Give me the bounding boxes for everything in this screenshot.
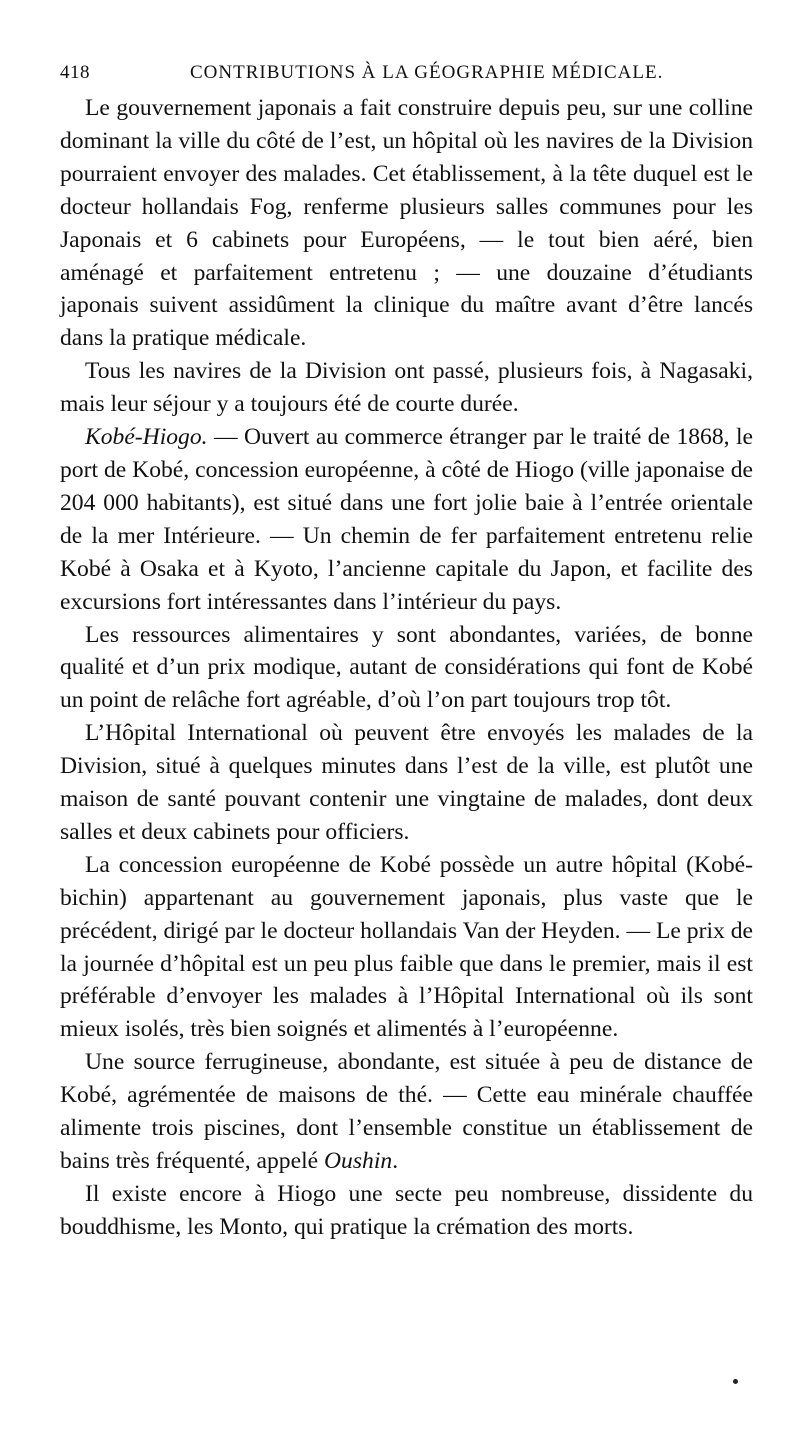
paragraph-text: La concession européenne de Kobé possède un autre hôpital (Kobé-bichin) appartenant au gouvernement japonais, plus vaste que le précédent, dirigé par le docteur hollandais Van der Heyden. — Le prix de la journée d’hôpital est un peu plus faible que dans le premier, mais il est préférable d’envoyer les malades à l’Hôpital International où ils sont mieux isolés, très bien soignés et alimentés à l’européenne. [60,851,753,1043]
paragraph-text: — Ouvert au commerce étranger par le traité de 1868, le port de Kobé, concession européenne, à côté de Hiogo (ville japonaise de 204 000 habitants), est situé dans une fort jolie baie à l’entrée orientale de la mer Intérieure. — Un chemin de fer parfaitement entretenu relie Kobé à Osaka et à Kyoto, l’ancienne capitale du Japon, et facilite des excursions fort intéressantes dans l’intérieur du pays. [60,424,753,615]
paragraph-text: L’Hôpital International où peuvent être envoyés les malades de la Division, situé à quelques minutes dans l’est de la ville, est plutôt une maison de santé pouvant contenir une vingtaine de malades, dont deux salles et deux cabinets pour officiers. [60,720,753,845]
paragraph-hopital-international [60,717,753,849]
paragraph-text: Tous les navires de la Division ont passé, plusieurs fois, à Nagasaki, mais leur séjour y a toujours été de courte durée. [60,358,753,418]
book-page [60,58,753,1244]
paragraph-kobe-bichin [60,849,753,1046]
paragraph-secte-monto [60,1178,753,1244]
paragraph-kobe-hiogo [60,421,753,618]
paragraph-ressources [60,619,753,718]
paragraph-text: Une source ferrugineuse, abondante, est située à peu de distance de Kobé, agrémentée de maisons de thé. — Cette eau minérale chauffée alimente trois piscines, dont l’ensemble constitue un établissement de bains très fréquenté, appelé [60,1049,753,1174]
paragraph-navires-nagasaki [60,355,753,421]
paragraph-source-ferrugineuse [60,1046,753,1178]
body-text [60,92,753,1244]
paragraph-text-tail: . [392,1148,399,1174]
running-head-title: CONTRIBUTIONS À LA GÉOGRAPHIE MÉDICALE. [190,62,664,83]
term-oushin: Oushin [324,1148,393,1174]
paragraph-text: Les ressources alimentaires y sont abondantes, variées, de bonne qualité et d’un prix modique, autant de considérations qui font de Kobé un point de relâche fort agréable, d’où l’on part toujours trop tôt. [60,621,753,714]
paragraph-text: Il existe encore à Hiogo une secte peu nombreuse, dissidente du bouddhisme, les Monto, qui pratique la crémation des morts. [60,1180,753,1240]
paragraph-hopital-nagasaki [60,92,753,355]
page-number: 418 [60,62,90,83]
paragraph-text: Le gouvernement japonais a fait construire depuis peu, sur une colline dominant la ville du côté de l’est, un hôpital où les navires de la Division pourraient envoyer des malades. Cet établissement, à la tête duquel est le docteur hollandais Fog, renferme plusieurs salles communes pour les Japonais et 6 cabinets pour Européens, — le tout bien aéré, bien aménagé et parfaitement entretenu ; — une douzaine d’étudiants japonais suivent assidûment la clinique du maître avant d’être lancés dans la pratique médicale. [60,95,753,352]
ink-speck [733,1379,738,1384]
section-lead-kobe-hiogo: Kobé-Hiogo. [85,424,208,451]
running-head [60,58,753,92]
